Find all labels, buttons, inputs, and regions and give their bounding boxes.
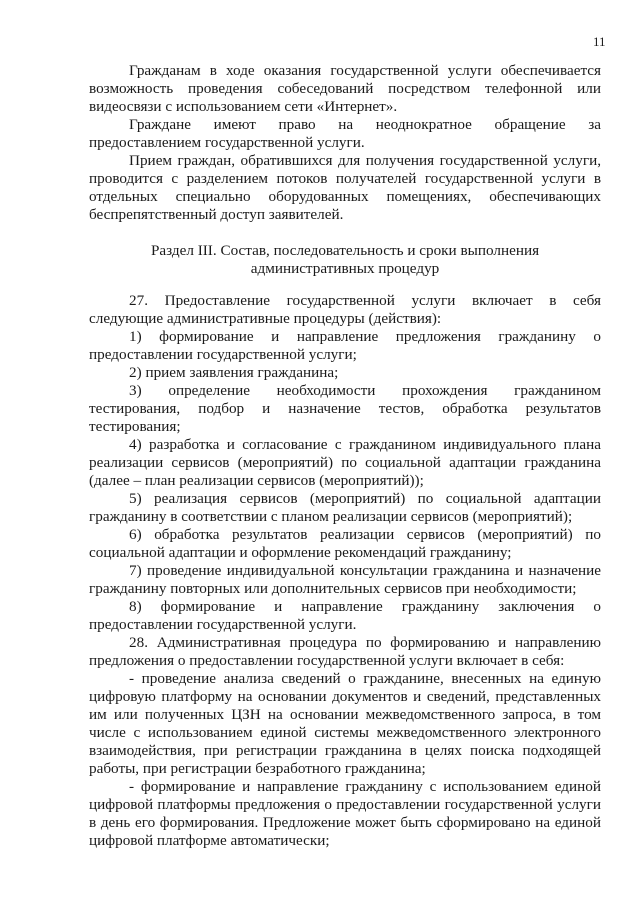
bullet-analysis: - проведение анализа сведений о гражданине, внесенных на единую цифровую платформу на основании документов и сведений, представленных им или полученных ЦЗН на основании межведомственного запроса, в том числе с использованием единой системы межведомственного электронного взаимодействия, при регистрации гражданина в целях поиска подходящей работы, при регистрации безработного гражданина;	[89, 670, 601, 777]
list-item-5: 5) реализация сервисов (мероприятий) по социальной адаптации гражданину в соответствии с планом реализации сервисов (мероприятий);	[89, 490, 601, 525]
section-heading-line1: Раздел III. Состав, последовательность и сроки выполнения	[150, 242, 540, 259]
list-item-1: 1) формирование и направление предложения гражданину о предоставлении государственной услуги;	[89, 328, 601, 363]
list-item-4: 4) разработка и согласование с гражданином индивидуального плана реализации сервисов (мероприятий) по социальной адаптации гражданина (далее – план реализации сервисов (мероприятий));	[89, 436, 601, 489]
paragraph-reception: Прием граждан, обратившихся для получения государственной услуги, проводится с разделением потоков получателей государственной услуги в отдельных специально оборудованных помещениях, обеспечивающих беспрепятственный доступ заявителей.	[89, 152, 601, 223]
paragraph-28-intro: 28. Административная процедура по формированию и направлению предложения о предоставлении государственной услуги включает в себя:	[89, 634, 601, 669]
list-item-7: 7) проведение индивидуальной консультации гражданина и назначение гражданину повторных или дополнительных сервисов при необходимости;	[89, 562, 601, 597]
paragraph-remote-interview: Гражданам в ходе оказания государственной услуги обеспечивается возможность проведения собеседований посредством телефонной или видеосвязи с использованием сети «Интернет».	[89, 62, 601, 115]
paragraph-27-intro: 27. Предоставление государственной услуги включает в себя следующие административные процедуры (действия):	[89, 292, 601, 327]
page-number: 11	[593, 34, 606, 49]
list-item-6: 6) обработка результатов реализации сервисов (мероприятий) по социальной адаптации и оформление рекомендаций гражданину;	[89, 526, 601, 561]
list-item-2: 2) прием заявления гражданина;	[129, 364, 339, 381]
list-item-8: 8) формирование и направление гражданину заключения о предоставлении государственной услуги.	[89, 598, 601, 633]
section-heading-line2: административных процедур	[250, 260, 440, 277]
section-heading	[89, 242, 601, 278]
bullet-offer-forming: - формирование и направление гражданину с использованием единой цифровой платформы предложения о предоставлении государственной услуги в день его формирования. Предложение может быть сформировано на единой цифровой платформе автоматически;	[89, 778, 601, 849]
list-item-3: 3) определение необходимости прохождения гражданином тестирования, подбор и назначение тестов, обработка результатов тестирования;	[89, 382, 601, 435]
paragraph-repeat-request: Граждане имеют право на неоднократное обращение за предоставлением государственной услуги.	[89, 116, 601, 151]
document-body	[89, 62, 601, 850]
